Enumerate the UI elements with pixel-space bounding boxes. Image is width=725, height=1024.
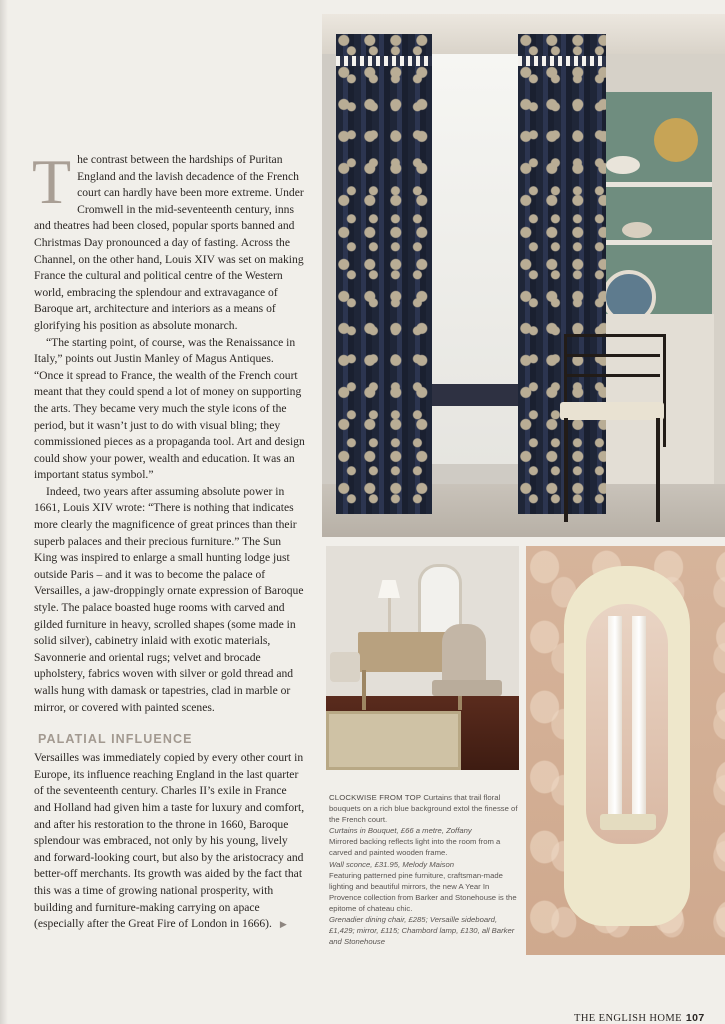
chair-rail — [564, 374, 660, 377]
alcove-shelf — [594, 240, 712, 245]
continue-arrow-icon: ▶ — [279, 919, 287, 930]
caption-text: Curtains that trail floral bouquets on a rich blue background extol the finesse of the French court. — [329, 793, 518, 825]
chair-leg — [564, 418, 568, 522]
candle — [632, 616, 646, 816]
lamp-stem — [388, 598, 391, 632]
article-paragraph-section2 — [34, 750, 306, 933]
intro-text: he contrast between the hardships of Puritan England and the lavish decadence of the French court can hardly have been more extreme. Under Cromwell in the mid-seventeenth century, inns and theatres had been closed, popular sports banned and Christmas Day pronounced a day of fasting. Across the Channel, on the other hand, Louis XIV was set on making France the cultural and political centre of the Western world, embracing the splendour and extravagance of Baroque art, architecture and interiors as a means of glorifying his position as absolute monarch. — [34, 153, 304, 332]
photo-dining-room — [326, 546, 519, 770]
photo-wall-sconce — [526, 546, 725, 955]
curtain-heading-trim — [518, 56, 606, 66]
page-footer — [574, 1012, 705, 1024]
sideboard-leg — [362, 670, 366, 710]
chair-leg — [656, 418, 660, 522]
chair-back — [564, 334, 666, 447]
article-body — [32, 146, 306, 933]
sconce-mirror — [586, 604, 668, 844]
curtain-left — [336, 34, 432, 514]
section-subheading: PALATIAL INFLUENCE — [38, 732, 193, 747]
caption-lead: CLOCKWISE FROM TOP — [329, 793, 422, 802]
decorative-plate — [654, 118, 698, 162]
caption-text: Featuring patterned pine furniture, craftsman-made lighting and beautiful mirrors, the new A Year In Provence collection from Barker and Stonehouse is the epitome of chateau chic. — [329, 870, 517, 913]
magazine-name: THE ENGLISH HOME — [574, 1013, 682, 1024]
drop-cap: T — [32, 146, 72, 217]
chair-rail — [564, 354, 660, 357]
chair-seat — [560, 402, 664, 420]
section2-text: Versailles was immediately copied by every other court in Europe, its influence reaching England in the last quarter of the seventeenth century. Charles II’s exile in France and Holland had given him a taste for luxury and comfort, and after his restoration to the throne in 1660, Baroque splendour was embraced, not only by his young, lively and forward-looking court, but also by the aristocracy and better-off merchants. Its growth was aided by the fact that this was a time of growing national prosperity, with building and furniture-making carrying on apace (especially after the Great Fire of London in 1666). — [34, 751, 305, 931]
photo-curtains-window — [322, 14, 725, 537]
caption-text: Mirrored backing reflects light into the room from a carved and painted wooden frame. — [329, 837, 501, 858]
article-paragraph: “The starting point, of course, was the Renaissance in Italy,” points out Justin Manley of Magus Antiques. “Once it spread to France, the wealth of the French court meant that they could spend a lot of money on supporting the arts. They became very much the style icons of the period, but it wasn’t just to do with visual bling; they commissioned pieces as a propaganda tool. Art and design could show your power, wealth and education. It was an important status symbol.” — [34, 335, 305, 482]
page-number: 107 — [685, 1012, 705, 1024]
photo-caption — [329, 792, 521, 947]
caption-credit: Grenadier dining chair, £285; Versaille sideboard, £1,429; mirror, £115; Chambord lamp, £130, all Barker and Stonehouse — [329, 915, 515, 947]
page-gutter-shadow — [0, 0, 8, 1024]
article-paragraph: Indeed, two years after assuming absolute power in 1661, Louis XIV wrote: “There is nothing that indicates more clearly the magnificence of great princes than their superb palaces and their precious furniture.” The Sun King was inspired to enlarge a small hunting lodge just outside Paris – and it was to become the palace of Versailles, a jaw-droppingly ornate expression of Baroque style. The palace boasted huge rooms with carved and gilded furniture in heavy, scrolled shapes (some made in solid silver), cabinetry inlaid with exotic materials, Savonnerie and oriental rugs; velvet and brocade upholstery, fabrics woven with silver or gold thread and walls hung with damask or tapestries, clad in marble or mirror, or covered with painted scenes. — [34, 484, 304, 714]
rug — [326, 711, 461, 770]
candle — [608, 616, 622, 816]
teapot — [622, 222, 652, 238]
curtain-heading-trim — [336, 56, 432, 66]
upholstered-chair-seat — [432, 680, 502, 696]
candle-holder — [600, 814, 656, 830]
caption-credit: Wall sconce, £31.95, Melody Maison — [329, 859, 455, 869]
caption-credit: Curtains in Bouquet, £66 a metre, Zoffany — [329, 826, 472, 836]
alcove-shelf — [594, 182, 712, 187]
side-chair — [330, 652, 360, 682]
decorative-bowl — [606, 156, 640, 174]
article-paragraph-intro — [32, 146, 306, 335]
